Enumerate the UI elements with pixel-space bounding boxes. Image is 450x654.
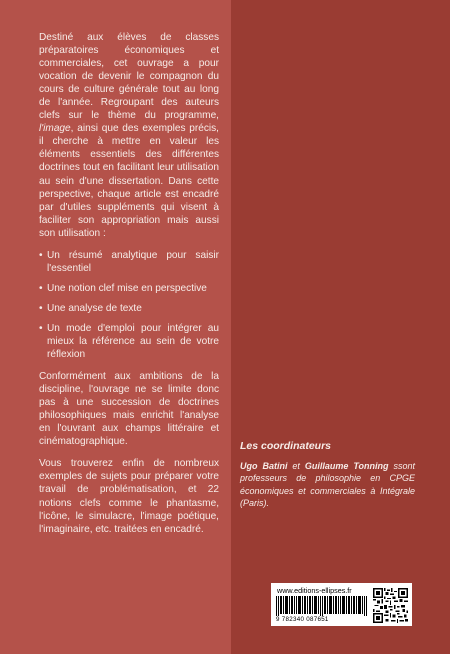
examples-paragraph: Vous trouverez enfin de nombreux exemples de sujets pour préparer votre travail de problématisation, et 22 notions clefs comme le phantasme, l'icône, le simulacre, l'image poétique, l'imaginaire, etc. traitées en encadré. xyxy=(39,458,219,535)
right-panel xyxy=(231,0,450,654)
theme-emphasis: l'image xyxy=(39,123,71,135)
publisher-url: www.editions-ellipses.fr xyxy=(277,586,352,595)
description-column xyxy=(39,31,219,545)
barcode-box xyxy=(271,583,412,626)
qr-code-icon xyxy=(373,588,408,623)
author-name: Ugo Batini xyxy=(240,461,288,472)
list-item: • Une analyse de texte xyxy=(39,302,219,315)
ambition-paragraph: Conformément aux ambitions de la discipline, l'ouvrage ne se limite donc pas à une succession de doctrines philosophiques mais enrichit l'analyse en l'ouvrant aux champs littéraire et cinématographique. xyxy=(39,371,219,448)
intro-paragraph: Destiné aux élèves de classes préparatoires économiques et commerciales, cet ouvrage a pour vocation de devenir le compagnon du cours de culture générale tout au long de l'année. Regroupant des auteurs clefs sur le thème du programme, l'image, ainsi que des exemples précis, il cherche à mettre en valeur les éléments essentiels des différentes doctrines tout en facilitant leur utilisation au sein d'une dissertation. Dans cette perspective, chaque article est encadré par d'utiles suppléments qui visent à faciliter son appropriation mais aussi son utilisation : xyxy=(39,32,219,239)
barcode-icon xyxy=(276,596,368,616)
coordinators-title: Les coordinateurs xyxy=(240,440,332,452)
author-name: Guillaume Tonning xyxy=(304,461,389,472)
feature-list xyxy=(39,249,219,361)
list-item: • Une notion clef mise en perspective xyxy=(39,282,219,295)
list-item: • Un résumé analytique pour saisir l'essentiel xyxy=(39,249,219,275)
isbn-number: 9 782340 087651 xyxy=(276,616,329,623)
coordinators-block xyxy=(240,440,415,509)
coordinators-bio: Ugo Batini et Guillaume Tonning ssont professeurs de philosophie en CPGE économiques et commerciales à Intégrale (Paris). xyxy=(240,461,416,508)
list-item: • Un mode d'emploi pour intégrer au mieux la référence au sein de votre réflexion xyxy=(39,322,219,361)
